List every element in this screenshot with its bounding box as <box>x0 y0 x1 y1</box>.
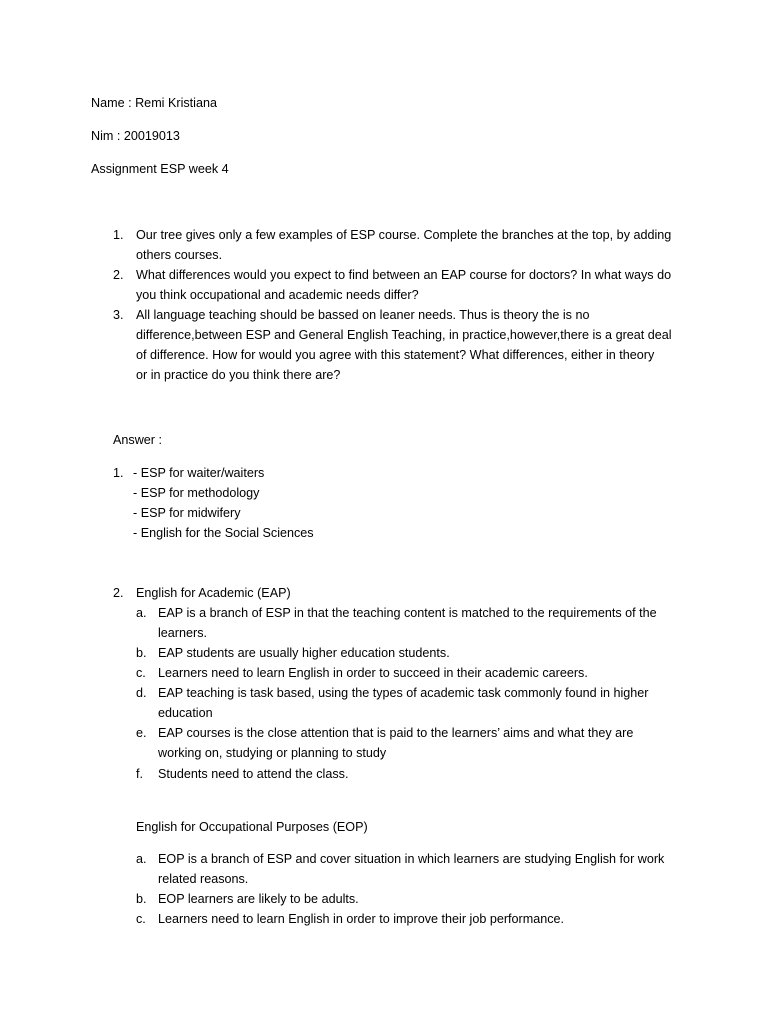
item-letter: d. <box>136 686 147 700</box>
list-item: - ESP for waiter/waiters <box>133 466 265 480</box>
question-number: 1. <box>113 228 124 242</box>
question-text: All language teaching should be bassed on leaner needs. Thus is theory the is no <box>136 308 590 322</box>
answer-number: 2. <box>113 586 124 600</box>
list-item: related reasons. <box>158 872 249 886</box>
section-heading-eap: English for Academic (EAP) <box>136 586 291 600</box>
list-item: - English for the Social Sciences <box>133 526 314 540</box>
list-item: EOP learners are likely to be adults. <box>158 892 359 906</box>
item-letter: b. <box>136 892 147 906</box>
answer-heading: Answer : <box>113 433 162 447</box>
item-letter: c. <box>136 666 146 680</box>
list-item: Learners need to learn English in order to improve their job performance. <box>158 912 565 926</box>
question-text: others courses. <box>136 248 223 262</box>
student-nim: Nim : 20019013 <box>91 129 180 143</box>
assignment-title: Assignment ESP week 4 <box>91 162 229 176</box>
question-text: you think occupational and academic needs differ? <box>136 288 419 302</box>
question-number: 3. <box>113 308 124 322</box>
list-item: EAP courses is the close attention that is paid to the learners’ aims and what they are <box>158 726 634 740</box>
item-letter: a. <box>136 606 147 620</box>
answer-number: 1. <box>113 466 124 480</box>
list-item: working on, studying or planning to study <box>158 746 387 760</box>
list-item: EAP is a branch of ESP in that the teaching content is matched to the requirements of the <box>158 606 657 620</box>
list-item: education <box>158 706 213 720</box>
section-heading-eop: English for Occupational Purposes (EOP) <box>136 820 368 834</box>
item-letter: b. <box>136 646 147 660</box>
item-letter: e. <box>136 726 147 740</box>
list-item: EAP teaching is task based, using the types of academic task commonly found in higher <box>158 686 649 700</box>
question-text: of difference. How for would you agree with this statement? What differences, either in theory <box>136 348 655 362</box>
question-number: 2. <box>113 268 124 282</box>
question-text: Our tree gives only a few examples of ESP course. Complete the branches at the top, by adding <box>136 228 672 242</box>
list-item: learners. <box>158 626 207 640</box>
item-letter: a. <box>136 852 147 866</box>
question-text: or in practice do you think there are? <box>136 368 341 382</box>
list-item: - ESP for midwifery <box>133 506 241 520</box>
list-item: EAP students are usually higher education students. <box>158 646 450 660</box>
list-item: EOP is a branch of ESP and cover situation in which learners are studying English for work <box>158 852 665 866</box>
list-item: Learners need to learn English in order to succeed in their academic careers. <box>158 666 588 680</box>
student-name: Name : Remi Kristiana <box>91 96 217 110</box>
item-letter: c. <box>136 912 146 926</box>
list-item: - ESP for methodology <box>133 486 260 500</box>
question-text: difference,between ESP and General English Teaching, in practice,however,there is a great deal <box>136 328 672 342</box>
list-item: Students need to attend the class. <box>158 767 349 781</box>
item-letter: f. <box>136 767 143 781</box>
question-text: What differences would you expect to find between an EAP course for doctors? In what ways do <box>136 268 672 282</box>
